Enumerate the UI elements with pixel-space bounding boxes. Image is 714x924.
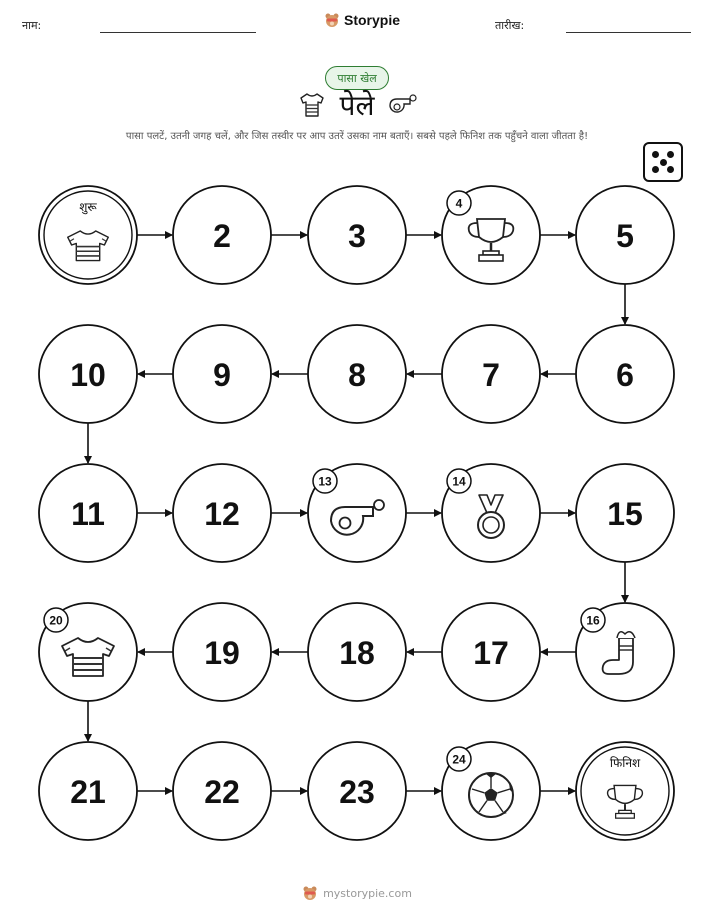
brand-name: Storypie	[344, 12, 401, 28]
board-space	[39, 325, 137, 423]
board-space	[173, 603, 271, 701]
space-number-badge: 4	[455, 196, 463, 211]
space-number: 6	[616, 357, 634, 393]
board-space	[576, 464, 674, 562]
space-number-badge: 13	[318, 474, 332, 489]
board-space	[308, 325, 406, 423]
space-number-badge: 16	[586, 613, 600, 628]
space-number: 5	[616, 218, 634, 254]
space-number: 7	[482, 357, 500, 393]
soccer-ball-icon	[469, 773, 513, 817]
board-space	[576, 186, 674, 284]
board-space	[173, 742, 271, 840]
start-label: शुरू	[79, 200, 97, 214]
space-number: 12	[204, 496, 240, 532]
space-number: 22	[204, 774, 240, 810]
space-number: 23	[339, 774, 375, 810]
board-space	[576, 325, 674, 423]
space-number-badge: 20	[49, 613, 63, 628]
space-number: 8	[348, 357, 366, 393]
space-number: 15	[607, 496, 643, 532]
board-space	[442, 186, 540, 284]
footer-url: mystorypie.com	[323, 886, 412, 900]
board-space	[442, 325, 540, 423]
board-space	[39, 464, 137, 562]
board-space	[308, 603, 406, 701]
game-type-badge: पासा खेल	[325, 66, 389, 90]
board-space	[308, 742, 406, 840]
board-space	[173, 325, 271, 423]
page-title: पेले	[339, 89, 375, 122]
space-number: 2	[213, 218, 231, 254]
board-space	[173, 186, 271, 284]
board-space	[576, 603, 674, 701]
space-number: 11	[71, 496, 105, 532]
bear-icon	[302, 885, 318, 901]
space-number-badge: 24	[452, 752, 466, 767]
space-number: 17	[473, 635, 509, 671]
space-number: 19	[204, 635, 240, 671]
date-label: तारीख:	[495, 19, 525, 32]
name-label: नाम:	[22, 19, 42, 32]
board-space	[173, 464, 271, 562]
start-space	[39, 186, 137, 284]
board-space	[39, 742, 137, 840]
space-number: 10	[70, 357, 106, 393]
space-number: 18	[339, 635, 375, 671]
board-space	[308, 464, 406, 562]
board-space	[442, 742, 540, 840]
footer	[0, 885, 714, 901]
instructions: पासा पलटें, उतनी जगह चलें, और जिस तस्वीर पर आप उतरें उसका नाम बताएँ। सबसे पहले फिनिश तक पहुँचने वाला जीतता है!	[125, 131, 589, 142]
board-space	[442, 464, 540, 562]
board-space	[442, 603, 540, 701]
space-number-badge: 14	[452, 474, 466, 489]
board-space	[308, 186, 406, 284]
space-number: 9	[213, 357, 231, 393]
space-number: 21	[70, 774, 106, 810]
space-number: 3	[348, 218, 366, 254]
finish-space	[576, 742, 674, 840]
finish-label: फिनिश	[609, 756, 641, 770]
board-space	[39, 603, 137, 701]
